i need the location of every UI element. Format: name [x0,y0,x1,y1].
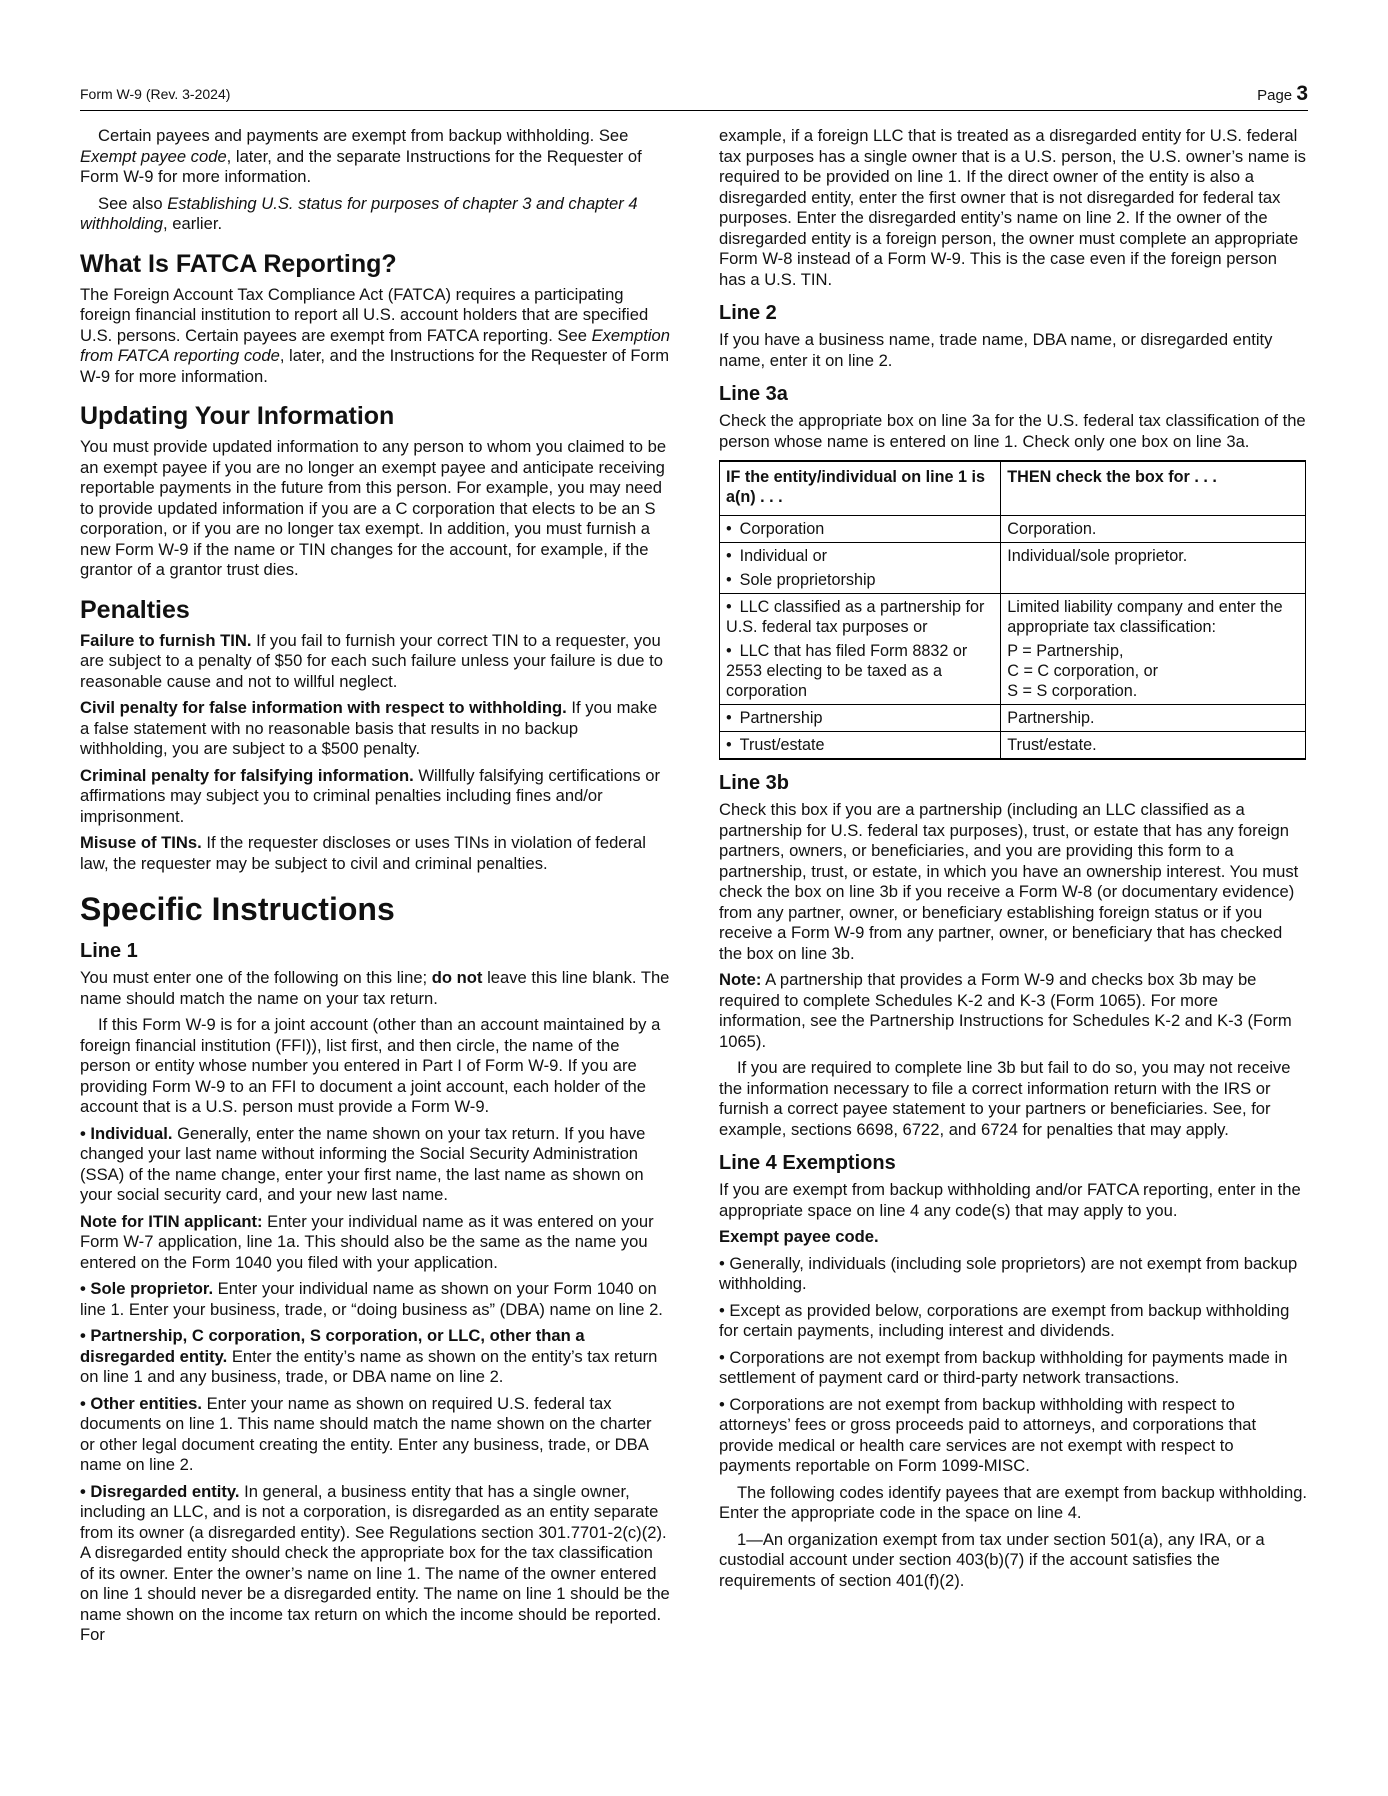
code-1-paragraph: 1—An organization exempt from tax under section 501(a), any IRA, or a custodial account under section 403(b)(7) if the account satisfies the requirements of section 401(f)(2). [719,1529,1265,1590]
left-column [80,126,670,1652]
other-entities-paragraph: • Other entities. Enter your name as shown on required U.S. federal tax documents on line 1. This name should match the name shown on the charter or other legal document creating the entity. Enter any business, trade, or DBA name on line 2. [80,1393,652,1474]
fail-paragraph: If you are required to complete line 3b but fail to do so, you may not receive the information necessary to file a correct information return with the IRS or furnish a correct payee statement to your partners or beneficiaries. See, for example, sections 6698, 6722, and 6724 for penalties that may apply. [719,1058,1291,1139]
table-cell: Limited liability company and enter the appropriate tax classification: [1007,598,1283,636]
line2-paragraph: If you have a business name, trade name, DBA name, or disregarded entity name, enter it on line 2. [719,330,1273,370]
penalty-misuse: Misuse of TINs. If the requester discloses or uses TINs in violation of federal law, the requester may be subject to civil and criminal penalties. [80,833,646,873]
table-cell: P = Partnership, [1007,642,1124,660]
table-row [720,732,1306,760]
page-number: Page 3 [1257,82,1308,105]
table-header-row [720,461,1306,516]
table-cell: • Individual or [726,546,994,566]
table-header-if: IF the entity/individual on line 1 is a(n) . . . [720,461,1001,516]
table-cell: • LLC that has filed Form 8832 or 2553 electing to be taxed as a corporation [726,641,994,701]
table-row [720,543,1306,594]
itin-note-paragraph: Note for ITIN applicant: Enter your individual name as it was entered on your Form W-7 application, line 1a. This should also be the same as the name you entered on the Form 1040 you filed with your application. [80,1211,654,1272]
codes-paragraph: The following codes identify payees that are exempt from backup withholding. Enter the appropriate code in the space on line 4. [719,1482,1308,1522]
line3b-paragraph: Check this box if you are a partnership (including an LLC classified as a partnership for U.S. federal tax purposes), trust, or estate that has any foreign partners, owners, or beneficiaries, and you are providing this form to a partnership, trust, or estate, in which you have an ownership interest. You must check the box on line 3b if you receive a Form W-8 (or documentary evidence) from any partner, owner, or beneficiary establishing foreign status or if you receive a Form W-9 from any partner, owner, or beneficiary that has checked the box on line 3b. [719,800,1299,963]
table-cell: Partnership. [1001,705,1306,732]
form-identifier: Form W-9 (Rev. 3-2024) [80,86,231,102]
partnership-paragraph: • Partnership, C corporation, S corporation, or LLC, other than a disregarded entity. Enter the entity’s name as shown on the entity’s tax return on line 1 and any business, trade, or DBA name on line 2. [80,1326,658,1386]
table-cell: • Sole proprietorship [726,570,994,590]
heading-specific-instructions: Specific Instructions [80,891,395,927]
penalty-criminal: Criminal penalty for falsifying information. Willfully falsifying certifications or affirmations may subject you to criminal penalties including fines and/or imprisonment. [80,765,660,826]
table-cell: Corporation. [1001,516,1306,543]
table-row [720,594,1306,705]
heading-fatca: What Is FATCA Reporting? [80,249,397,278]
right-column [719,126,1308,1597]
sole-proprietor-paragraph: • Sole proprietor. Enter your individual name as shown on your Form 1040 on line 1. Enter your business, trade, or “doing business as” (DBA) name on line 2. [80,1279,663,1319]
heading-updating: Updating Your Information [80,402,395,430]
line1-paragraph: You must enter one of the following on this line; do not leave this line blank. The name should match the name on your tax return. [80,968,670,1008]
heading-line2: Line 2 [719,302,777,324]
penalty-civil: Civil penalty for false information with respect to withholding. If you make a false statement with no reasonable basis that results in no backup withholding, you are subject to a $500 penalty. [80,698,658,758]
exempt-paragraph: Certain payees and payments are exempt from backup withholding. See Exempt payee code, later, and the separate Instructions for the Requester of Form W-9 for more information. [80,126,642,186]
heading-penalties: Penalties [80,595,190,624]
table-cell: • Trust/estate [726,736,825,754]
classification-table [719,460,1306,760]
heading-line3a: Line 3a [719,383,788,405]
fatca-paragraph: The Foreign Account Tax Compliance Act (FATCA) requires a participating foreign financial institution to report all U.S. account holders that are specified U.S. persons. Certain payees are exempt from FATCA reporting. See Exemption from FATCA reporting code, later, and the Instructions for the Requester of Form W-9 for more information. [80,284,670,386]
individual-paragraph: • Individual. Generally, enter the name shown on your tax return. If you have changed your last name without informing the Social Security Administration (SSA) of the name change, enter your first name, the last name as shown on your social security card, and your new last name. [80,1123,646,1204]
table-cell: Trust/estate. [1001,732,1306,760]
list-item: • Corporations are not exempt from backup withholding with respect to attorneys’ fees or gross proceeds paid to attorneys, and corporations that provide medical or health care services are not exempt with respect to payments reportable on Form 1099-MISC. [719,1394,1257,1475]
table-cell: Individual/sole proprietor. [1001,543,1306,594]
exempt-payee-code-heading: Exempt payee code. [719,1227,879,1246]
disregarded-entity-paragraph: • Disregarded entity. In general, a business entity that has a single owner, including an LLC, and is not a corporation, is disregarded as an entity separate from its owner (a disregarded entity). See Regulations section 301.7701-2(c)(2). A disregarded entity should check the appropriate box for the tax classification of its owner. Enter the owner’s name on line 1. The name of the owner entered on line 1 should never be a disregarded entity. The name on line 1 should be the name shown on the income tax return on which the income should be reported. For [80,1481,670,1644]
heading-line3b: Line 3b [719,772,790,794]
heading-line4: Line 4 Exemptions [719,1152,896,1174]
note-paragraph: Note: A partnership that provides a Form W-9 and checks box 3b may be required to complete Schedules K-2 and K-3 (Form 1065). For more information, see the Partnership Instructions for Schedules K-2 and K-3 (Form 1065). [719,970,1292,1051]
table-cell: C = C corporation, or [1007,662,1158,680]
table-cell: • Corporation [726,520,824,538]
table-row [720,516,1306,543]
see-also-paragraph: See also Establishing U.S. status for purposes of chapter 3 and chapter 4 withholding, earlier. [80,193,638,233]
line4-paragraph: If you are exempt from backup withholding and/or FATCA reporting, enter in the appropriate space on line 4 any code(s) that may apply to you. [719,1180,1301,1220]
heading-line1: Line 1 [80,940,138,962]
list-item: • Except as provided below, corporations are exempt from backup withholding for certain payments, including interest and dividends. [719,1300,1290,1340]
table-cell: S = S corporation. [1007,682,1138,700]
list-item: • Generally, individuals (including sole proprietors) are not exempt from backup withholding. [719,1253,1298,1293]
table-row [720,705,1306,732]
table-cell: • Partnership [726,709,822,727]
header-rule [80,110,1308,111]
joint-account-paragraph: If this Form W-9 is for a joint account (other than an account maintained by a foreign financial institution (FFI)), list first, and then circle, the name of the person or entity whose number you entered in Part I of Form W-9. If you are providing Form W-9 to an FFI to document a joint account, each holder of the account that is a U.S. person must provide a Form W-9. [80,1015,661,1116]
table-cell: • LLC classified as a partnership for U.S. federal tax purposes or [726,597,994,637]
continued-paragraph: example, if a foreign LLC that is treated as a disregarded entity for U.S. federal tax purposes has a single owner that is a U.S. person, the U.S. owner’s name is required to be provided on line 1. If the direct owner of the entity is also a disregarded entity, enter the first owner that is not disregarded for federal tax purposes. Enter the disregarded entity’s name on line 2. If the owner of the disregarded entity is a foreign person, the owner must complete an appropriate Form W-8 instead of a Form W-9. This is the case even if the foreign person has a U.S. TIN. [719,126,1306,289]
penalty-failure-tin: Failure to furnish TIN. If you fail to furnish your correct TIN to a requester, you are subject to a penalty of $50 for each such failure unless your failure is due to reasonable cause and not to willful neglect. [80,630,663,691]
list-item: • Corporations are not exempt from backup withholding for payments made in settlement of payment card or third-party network transactions. [719,1347,1288,1387]
table-header-then: THEN check the box for . . . [1001,461,1306,516]
line3a-paragraph: Check the appropriate box on line 3a for the U.S. federal tax classification of the person whose name is entered on line 1. Check only one box on line 3a. [719,411,1306,451]
updating-paragraph: You must provide updated information to any person to whom you claimed to be an exempt payee if you are no longer an exempt payee and anticipate receiving reportable payments in the future from this person. For example, you may need to provide updated information if you are a C corporation that elects to be an S corporation, or if you are no longer tax exempt. In addition, you must furnish a new Form W-9 if the name or TIN changes for the account, for example, if the grantor of a grantor trust dies. [80,437,667,579]
page-header [80,82,1308,106]
